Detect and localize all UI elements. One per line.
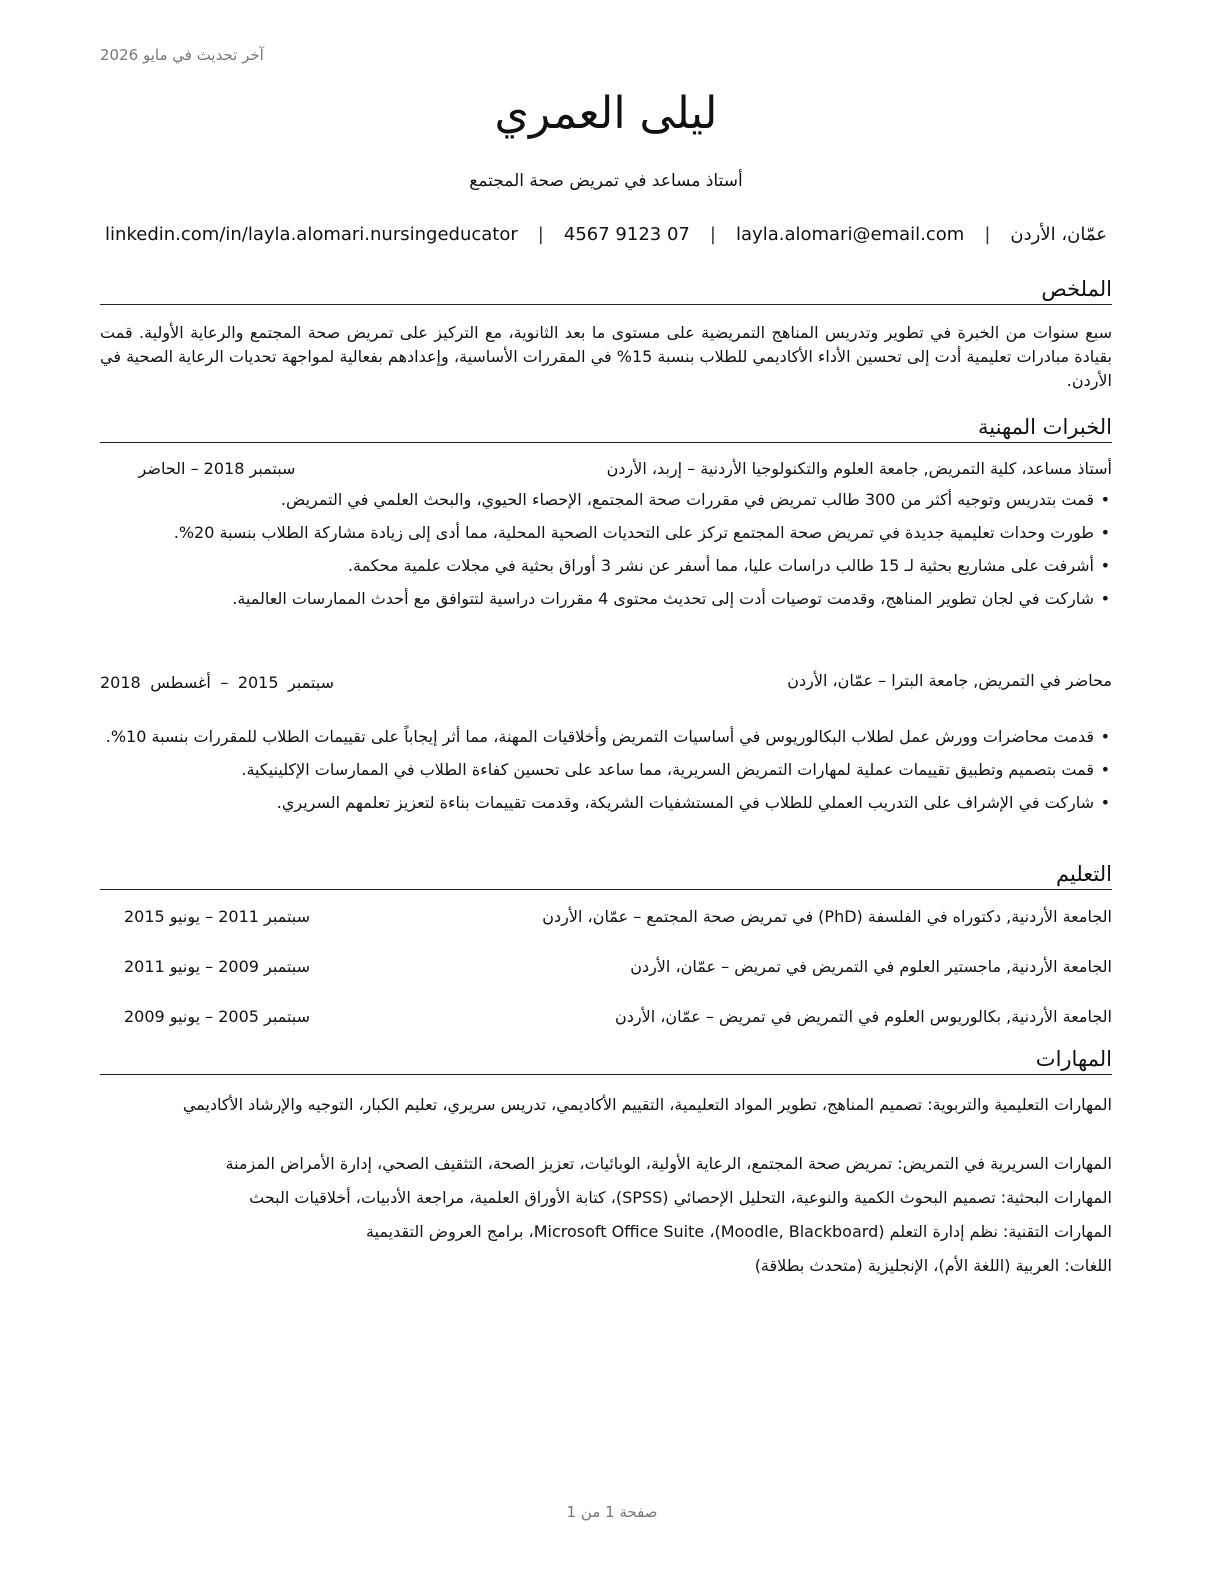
skill-line: المهارات السريرية في التمريض: تمريض صحة المجتمع، الرعاية الأولية، الوبائيات، تعزيز الصحة، التثقيف الصحي، إدارة الأمراض المزمنة [225,1154,1112,1173]
section-divider [100,889,1112,890]
job-bullets [100,725,1112,824]
education-item [100,1007,1112,1031]
skills-heading: المهارات [1035,1047,1112,1071]
job-bullet: • شاركت في لجان تطوير المناهج، وقدمت توصيات أدت إلى تحديث محتوى 4 مقررات دراسية لتتوافق مع أحدث الممارسات العالمية. [100,587,1112,611]
contact-separator: | [537,224,544,245]
skill-line: المهارات التعليمية والتربوية: تصميم المناهج، تطوير المواد التعليمية، التقييم الأكاديمي، تدريس سريري، تعليم الكبار، التوجيه والإرشاد الأكاديمي [182,1095,1112,1114]
education-degree: الجامعة الأردنية, ماجستير العلوم في التمريض في تمريض – عمّان، الأردن [630,957,1112,976]
job-title: محاضر في التمريض, جامعة البترا – عمّان، الأردن [787,671,1112,690]
job-bullet: • أشرفت على مشاريع بحثية لـ 15 طالب دراسات عليا، مما أسفر عن نشر 3 أوراق بحثية في مجلات علمية محكمة. [100,554,1112,578]
education-degree: الجامعة الأردنية, دكتوراه في الفلسفة (PhD) في تمريض صحة المجتمع – عمّان، الأردن [542,907,1112,926]
section-divider [100,304,1112,305]
summary-heading: الملخص [1041,277,1112,301]
job-bullets [100,488,1112,620]
education-item [100,907,1112,931]
section-divider [100,442,1112,443]
candidate-title: أستاذ مساعد في تمريض صحة المجتمع [469,171,743,191]
summary-text: سبع سنوات من الخبرة في تطوير وتدريس المناهج التمريضية على مستوى ما بعد الثانوية، مع التركيز على تمريض صحة المجتمع والرعاية الأولية. قمت بقيادة مبادرات تعليمية أدت إلى تحسين الأداء الأكاديمي للطلاب بنسبة 15% في المقررات الأساسية، وإعدادهم بفعالية لمواجهة تحديات الرعاية الصحية في الأردن. [100,323,1113,390]
resume-page [100,0,1112,1584]
education-degree: الجامعة الأردنية, بكالوريوس العلوم في التمريض في تمريض – عمّان، الأردن [615,1007,1112,1026]
contact-phone: 4567 9123 07 [563,224,690,245]
job-bullet: • قمت بتصميم وتطبيق تقييمات عملية لمهارات التمريض السريرية، مما ساعد على تحسين كفاءة الطلاب في الممارسات الإكلينيكية. [100,758,1112,782]
education-heading: التعليم [1056,862,1112,886]
contact-email[interactable]: layla.alomari@email.com [736,224,965,245]
section-divider [100,1074,1112,1075]
page-number: صفحة 1 من 1 [566,1503,658,1521]
contact-linkedin[interactable]: linkedin.com/in/layla.alomari.nursingeducator [105,224,518,245]
candidate-name: ليلى العمري [494,88,718,139]
education-dates: سبتمبر 2009 – يونيو 2011 [123,957,311,976]
contact-line [100,224,1112,245]
contact-separator: | [984,224,991,245]
skill-line: المهارات التقنية: نظم إدارة التعلم (Moodle, Blackboard)، Microsoft Office Suite، برامج العروض التقديمية [365,1222,1112,1241]
experience-heading: الخبرات المهنية [978,415,1112,439]
job-dates: سبتمبر 2018 – الحاضر [138,459,296,478]
job-bullet: • قدمت محاضرات وورش عمل لطلاب البكالوريوس في أساسيات التمريض وأخلاقيات المهنة، مما أثر إيجاباً على تقييمات الطلاب للمقررات بنسبة 10%. [100,725,1112,749]
job-bullet: • طورت وحدات تعليمية جديدة في تمريض صحة المجتمع تركز على التحديات الصحية المحلية، مما أدى إلى زيادة مشاركة الطلاب بنسبة 20%. [100,521,1112,545]
skill-line: اللغات: العربية (اللغة الأم)، الإنجليزية (متحدث بطلاقة) [754,1256,1112,1275]
contact-separator: | [709,224,716,245]
skill-line: المهارات البحثية: تصميم البحوث الكمية والنوعية، التحليل الإحصائي (SPSS)، كتابة الأوراق العلمية، مراجعة الأدبيات، أخلاقيات البحث [249,1188,1112,1207]
education-dates: سبتمبر 2005 – يونيو 2009 [123,1007,311,1026]
job-bullet: • قمت بتدريس وتوجيه أكثر من 300 طالب تمريض في مقررات صحة المجتمع، الإحصاء الحيوي، والبحث العلمي في التمريض. [100,488,1112,512]
last-updated: آخر تحديث في مايو 2026 [100,46,264,64]
job-dates: سبتمبر 2015 – أغسطس 2018 [100,673,334,692]
job-bullet: • شاركت في الإشراف على التدريب العملي للطلاب في المستشفيات الشريكة، وقدمت تقييمات بناءة لتعزيز تعلمهم السريري. [100,791,1112,815]
education-item [100,957,1112,981]
education-dates: سبتمبر 2011 – يونيو 2015 [123,907,311,926]
contact-location: عمّان، الأردن [1010,224,1107,245]
job-title: أستاذ مساعد، كلية التمريض, جامعة العلوم والتكنولوجيا الأردنية – إربد، الأردن [606,459,1112,478]
